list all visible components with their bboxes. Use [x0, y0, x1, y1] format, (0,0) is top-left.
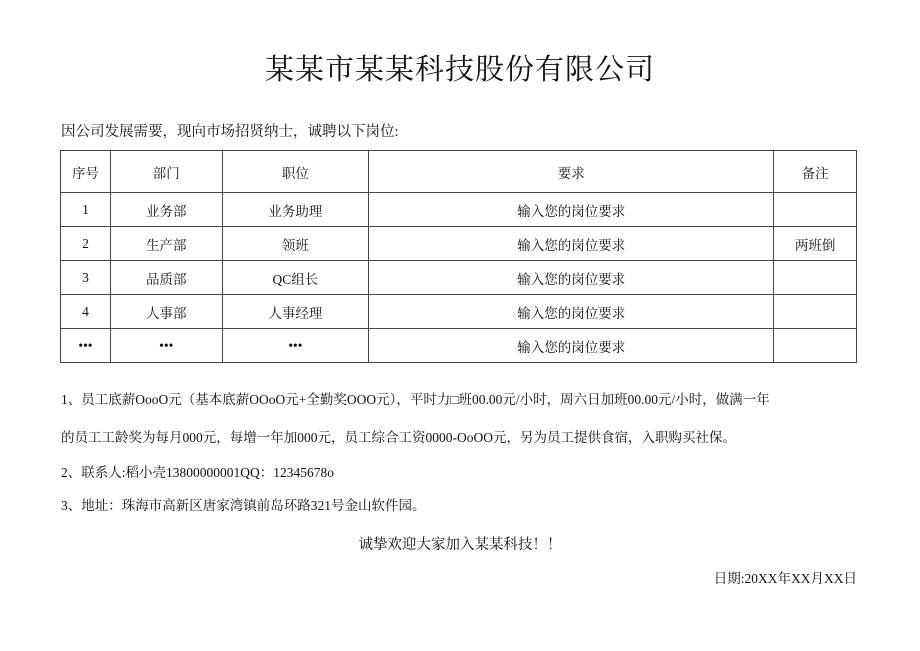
header-department: 部门 [110, 151, 222, 193]
header-remarks: 备注 [774, 151, 857, 193]
cell-position: QC组长 [222, 261, 369, 295]
cell-department: 生产部 [110, 227, 222, 261]
cell-department: 品质部 [110, 261, 222, 295]
table-row [61, 261, 857, 295]
cell-remarks [774, 329, 857, 363]
cell-remarks [774, 295, 857, 329]
cell-requirements: 输入您的岗位要求 [369, 227, 774, 261]
table-row [61, 227, 857, 261]
intro-text: 因公司发展需要，现向市场招贤纳士，诚聘以下岗位: [61, 124, 399, 140]
cell-department: 人事部 [110, 295, 222, 329]
cell-position: 领班 [222, 227, 369, 261]
cell-position: ••• [222, 329, 369, 363]
cell-position: 业务助理 [222, 193, 369, 227]
salary-note-line1: 1、员工底薪OooO元（基本底薪OOoO元+全勤奖OOO元），平时力□班00.00元/小时，周六日加班00.00元/小时，做满一年 [61, 392, 770, 407]
positions-table [60, 150, 857, 363]
cell-remarks [774, 261, 857, 295]
cell-department: ••• [110, 329, 222, 363]
cell-no: 3 [61, 261, 111, 295]
cell-no: ••• [61, 329, 111, 363]
salary-note-line2: 的员工工龄奖为每月000元，每增一年加000元，员工综合工资0000-OoOO元，另为员工提供食宿，入职购买社保。 [61, 430, 736, 445]
cell-no: 1 [61, 193, 111, 227]
cell-requirements: 输入您的岗位要求 [369, 261, 774, 295]
cell-remarks: 两班倒 [774, 227, 857, 261]
address-note: 3、地址：珠海市高新区唐家湾镇前岛环路321号金山软件园。 [61, 498, 426, 513]
cell-no: 2 [61, 227, 111, 261]
cell-requirements: 输入您的岗位要求 [369, 193, 774, 227]
header-requirements: 要求 [369, 151, 774, 193]
date-line: 日期:20XX年XX月XX日 [713, 571, 857, 586]
closing-text: 诚挚欢迎大家加入某某科技！！ [358, 537, 562, 553]
cell-department: 业务部 [110, 193, 222, 227]
contact-note: 2、联系人:稻小壳13800000001QQ：12345678o [61, 465, 334, 480]
cell-no: 4 [61, 295, 111, 329]
header-position: 职位 [222, 151, 369, 193]
cell-position: 人事经理 [222, 295, 369, 329]
header-no: 序号 [61, 151, 111, 193]
table-row [61, 295, 857, 329]
company-title: 某某市某某科技股份有限公司 [264, 54, 655, 86]
table-header-row [61, 151, 857, 193]
table-row [61, 193, 857, 227]
cell-requirements: 输入您的岗位要求 [369, 295, 774, 329]
cell-remarks [774, 193, 857, 227]
table-row [61, 329, 857, 363]
cell-requirements: 输入您的岗位要求 [369, 329, 774, 363]
